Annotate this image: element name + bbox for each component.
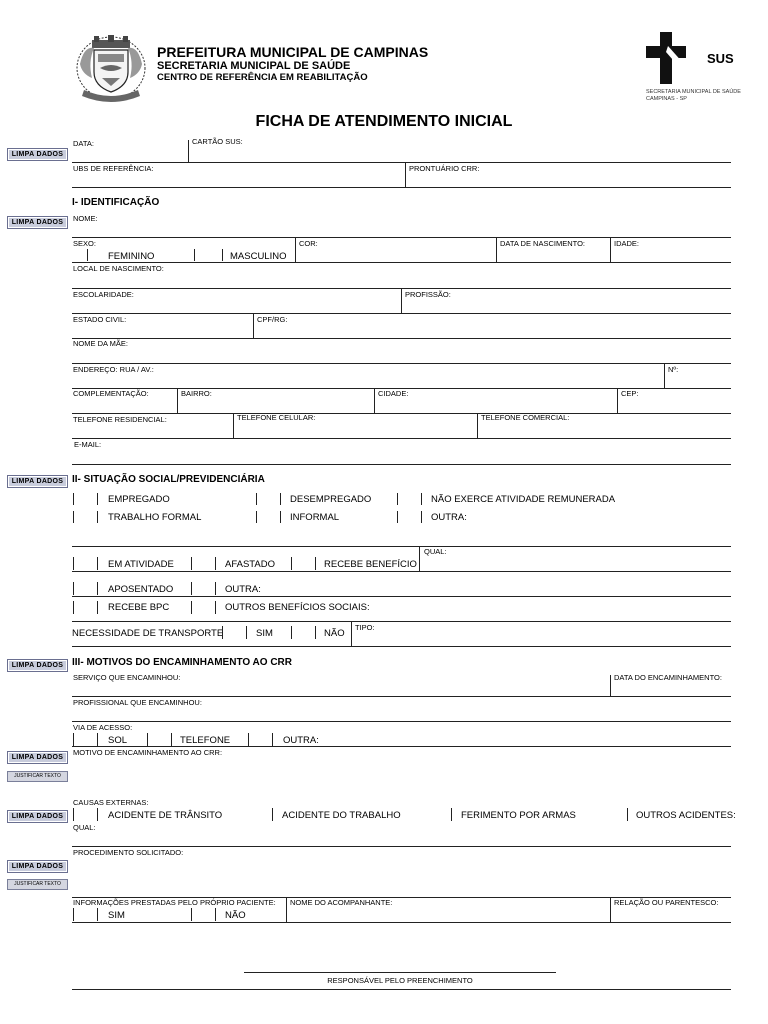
sex-label: SEXO:	[73, 239, 96, 248]
clear-identification-button[interactable]: LIMPA DADOS	[7, 216, 68, 229]
profession-label: PROFISSÃO:	[405, 290, 451, 299]
section-identification-title: I- IDENTIFICAÇÃO	[72, 197, 160, 208]
companion-name-label: NOME DO ACOMPANHANTE:	[290, 898, 393, 907]
access-sol-option[interactable]: SOL	[108, 735, 128, 746]
section-referral-title: III- MOTIVOS DO ENCAMINHAMENTO AO CRR	[72, 657, 292, 668]
informal-option[interactable]: INFORMAL	[290, 512, 340, 523]
referral-date-label: DATA DO ENCAMINHAMENTO:	[614, 673, 722, 682]
referral-reason-label: MOTIVO DE ENCAMINHAMENTO AO CRR:	[73, 748, 223, 757]
external-causes-label: CAUSAS EXTERNAS:	[73, 798, 149, 807]
on-leave-option[interactable]: AFASTADO	[225, 559, 275, 570]
transport-type-label: TIPO:	[355, 623, 375, 632]
color-label: COR:	[299, 239, 318, 248]
access-phone-option[interactable]: TELEFONE	[180, 735, 231, 746]
transport-no-option[interactable]: NÃO	[324, 628, 345, 639]
relationship-label: RELAÇÃO OU PARENTESCO:	[614, 898, 719, 907]
zip-label: CEP:	[621, 389, 639, 398]
traffic-accident-option[interactable]: ACIDENTE DE TRÂNSITO	[108, 810, 223, 821]
active-option[interactable]: EM ATIVIDADE	[108, 559, 174, 570]
transport-yes-option[interactable]: SIM	[256, 628, 273, 639]
mother-name-label: NOME DA MÃE:	[73, 339, 129, 348]
no-paid-activity-option[interactable]: NÃO EXERCE ATIVIDADE REMUNERADA	[431, 494, 616, 505]
access-other-option[interactable]: OUTRA:	[283, 735, 319, 746]
formal-work-option[interactable]: TRABALHO FORMAL	[108, 512, 202, 523]
male-option[interactable]: MASCULINO	[230, 251, 287, 262]
justify-reason-button[interactable]: JUSTIFICAR TEXTO	[7, 771, 68, 782]
work-phone-label: TELEFONE COMERCIAL:	[481, 413, 570, 422]
which-label: QUAL:	[424, 547, 447, 556]
complement-label: COMPLEMENTAÇÃO:	[73, 389, 149, 398]
age-label: IDADE:	[614, 239, 640, 248]
patient-info-no-option[interactable]: NÃO	[225, 910, 246, 921]
email-label: E-MAIL:	[74, 440, 102, 449]
responsible-signature-label: RESPONSÁVEL PELO PREENCHIMENTO	[327, 976, 473, 985]
date-label: DATA:	[73, 139, 94, 148]
patient-info-label: INFORMAÇÕES PRESTADAS PELO PRÓPRIO PACIENTE:	[73, 898, 276, 907]
sus-card-label: CARTÃO SUS:	[192, 137, 243, 146]
other-accidents-option[interactable]: OUTROS ACIDENTES:	[636, 810, 736, 821]
clear-procedure-button[interactable]: LIMPA DADOS	[7, 860, 68, 873]
employed-option[interactable]: EMPREGADO	[108, 494, 170, 505]
address-label: ENDEREÇO: RUA / AV.:	[73, 365, 154, 374]
female-option[interactable]: FEMININO	[108, 251, 155, 262]
section-social-title: II- SITUAÇÃO SOCIAL/PREVIDENCIÁRIA	[72, 474, 265, 485]
transport-need-label: NECESSIDADE DE TRANSPORTE	[72, 628, 224, 639]
work-accident-option[interactable]: ACIDENTE DO TRABALHO	[282, 810, 401, 821]
other-social-benefits-option[interactable]: OUTROS BENEFÍCIOS SOCIAIS:	[225, 602, 370, 613]
sus-subtitle-1: SECRETARIA MUNICIPAL DE SAÚDE	[646, 89, 741, 95]
accident-which-label: QUAL:	[73, 823, 96, 832]
record-label: PRONTUÁRIO CRR:	[409, 164, 480, 173]
form-title: FICHA DE ATENDIMENTO INICIAL	[255, 113, 513, 130]
clear-external-causes-button[interactable]: LIMPA DADOS	[7, 810, 68, 823]
org-name: PREFEITURA MUNICIPAL DE CAMPINAS	[157, 44, 429, 60]
sus-label: SUS	[707, 51, 734, 66]
clear-top-button[interactable]: LIMPA DADOS	[7, 148, 68, 161]
access-route-label: VIA DE ACESSO:	[73, 723, 133, 732]
cell-phone-label: TELEFONE CELULAR:	[237, 413, 316, 422]
number-label: Nº:	[668, 365, 679, 374]
referring-professional-label: PROFISSIONAL QUE ENCAMINHOU:	[73, 698, 202, 707]
bpc-option[interactable]: RECEBE BPC	[108, 602, 170, 613]
justify-procedure-button[interactable]: JUSTIFICAR TEXTO	[7, 879, 68, 890]
unemployed-option[interactable]: DESEMPREGADO	[290, 494, 372, 505]
sus-subtitle-2: CAMPINAS - SP	[646, 96, 687, 102]
patient-info-yes-option[interactable]: SIM	[108, 910, 125, 921]
clear-social-button[interactable]: LIMPA DADOS	[7, 475, 68, 488]
retired-option[interactable]: APOSENTADO	[108, 584, 174, 595]
cpf-rg-label: CPF/RG:	[257, 315, 288, 324]
clear-reason-button[interactable]: LIMPA DADOS	[7, 751, 68, 764]
requested-procedure-label: PROCEDIMENTO SOLICITADO:	[73, 848, 184, 857]
neighborhood-label: BAIRRO:	[181, 389, 212, 398]
city-label: CIDADE:	[378, 389, 409, 398]
ubs-label: UBS DE REFERÊNCIA:	[73, 164, 154, 173]
other-benefit-option[interactable]: OUTRA:	[225, 584, 261, 595]
birthplace-label: LOCAL DE NASCIMENTO:	[73, 264, 164, 273]
receives-benefit-option[interactable]: RECEBE BENEFÍCIO	[324, 559, 417, 570]
name-label: NOME:	[73, 214, 98, 223]
other-work-option[interactable]: OUTRA:	[431, 512, 467, 523]
marital-status-label: ESTADO CIVIL:	[73, 315, 127, 324]
referring-service-label: SERVIÇO QUE ENCAMINHOU:	[73, 673, 181, 682]
clear-referral-button[interactable]: LIMPA DADOS	[7, 659, 68, 672]
sus-logo	[646, 32, 706, 84]
dept-name: SECRETARIA MUNICIPAL DE SAÚDE	[157, 60, 351, 72]
weapon-injury-option[interactable]: FERIMENTO POR ARMAS	[461, 810, 576, 821]
education-label: ESCOLARIDADE:	[73, 290, 134, 299]
home-phone-label: TELEFONE RESIDENCIAL:	[73, 415, 167, 424]
city-coat-of-arms	[74, 34, 148, 102]
center-name: CENTRO DE REFERÊNCIA EM REABILITAÇÃO	[157, 72, 368, 83]
birthdate-label: DATA DE NASCIMENTO:	[500, 239, 586, 248]
